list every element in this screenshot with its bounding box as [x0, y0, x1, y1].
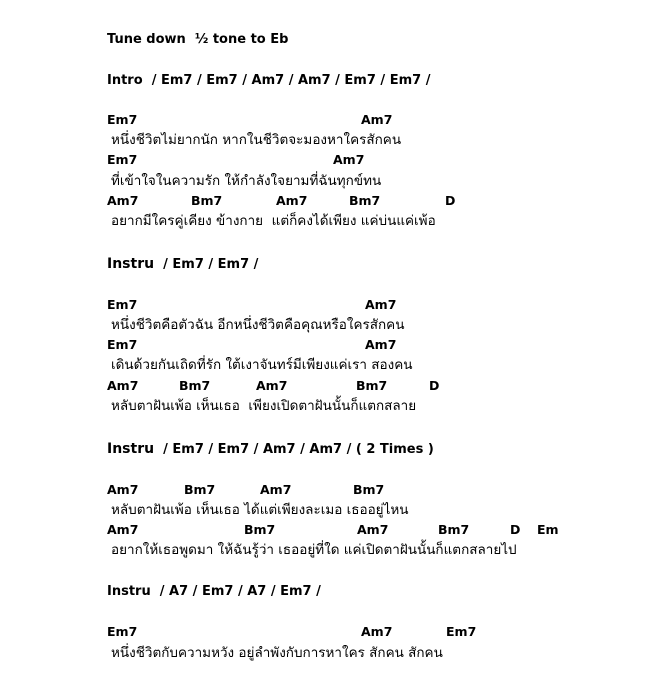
chord: Bm7: [438, 522, 470, 537]
chord: Bm7: [244, 522, 276, 537]
chord: D: [429, 378, 440, 393]
section-label: Instru: [107, 441, 155, 457]
instru-line: [107, 584, 321, 600]
chord: Bm7: [184, 482, 216, 497]
chord: D: [445, 193, 456, 208]
chord: Am7: [333, 152, 365, 167]
chord: Em7: [107, 337, 138, 352]
chord: Am7: [365, 337, 397, 352]
chord: Am7: [260, 482, 292, 497]
lyric-line: หนึ่งชีวิตไม่ยากนัก หากในชีวิตจะมองหาใครสักคน: [111, 132, 402, 148]
chord: Bm7: [356, 378, 388, 393]
chord: Em7: [107, 152, 138, 167]
lyric-line: หลับตาฝันเพ้อ เห็นเธอ เพียงเปิดตาฝันนั้นก็แตกสลาย: [111, 398, 417, 414]
chord-progression: / Em7 / Em7 /: [154, 257, 259, 272]
lyric-line: หลับตาฝันเพ้อ เห็นเธอ ได้แต่เพียงละเมอ เธออยู่ไหน: [111, 502, 409, 518]
chord: Am7: [107, 378, 139, 393]
lyric-line: ที่เข้าใจในความรัก ให้กำลังใจยามที่ฉันทุกข์ทน: [111, 173, 382, 189]
lyric-line: อยากมีใครคู่เคียง ข้างกาย แต่ก็คงได้เพียง แค่บ่นแค่เพ้อ: [111, 213, 436, 229]
lyric-line: อยากให้เธอพูดมา ให้ฉันรู้ว่า เธออยู่ที่ใด แค่เปิดตาฝันนั้นก็แตกสลายไป: [111, 542, 517, 558]
chord: Am7: [107, 193, 139, 208]
section-label: Instru: [107, 256, 155, 272]
chord: Am7: [256, 378, 288, 393]
tuning-note: Tune down ½ tone to Eb: [107, 32, 289, 47]
chord: Am7: [107, 522, 139, 537]
chord: Em7: [107, 297, 138, 312]
chord: Am7: [361, 624, 393, 639]
chord: Bm7: [349, 193, 381, 208]
chord-progression: / A7 / Em7 / A7 / Em7 /: [150, 584, 321, 599]
instru-line: [107, 256, 258, 273]
chord: Am7: [361, 112, 393, 127]
instru-line: [107, 441, 434, 458]
lyric-line: หนึ่งชีวิตคือตัวฉัน อีกหนึ่งชีวิตคือคุณหรือใครสักคน: [111, 317, 405, 333]
chord: D: [510, 522, 521, 537]
chord-progression: / Em7 / Em7 / Am7 / Am7 / ( 2 Times ): [154, 442, 434, 457]
chord: Em: [537, 522, 559, 537]
intro-line: [107, 73, 430, 89]
chord-progression: / Em7 / Em7 / Am7 / Am7 / Em7 / Em7 /: [142, 73, 431, 88]
section-label: Intro: [107, 73, 143, 88]
chord: Bm7: [179, 378, 211, 393]
lyric-line: เดินด้วยกันเถิดที่รัก ใต้เงาจันทร์มีเพียงแค่เรา สองคน: [111, 357, 413, 373]
section-label: Instru: [107, 584, 151, 599]
chord: Em7: [107, 624, 138, 639]
chord: Am7: [365, 297, 397, 312]
chord: Am7: [107, 482, 139, 497]
chord: Am7: [276, 193, 308, 208]
chord: Em7: [107, 112, 138, 127]
chord: Em7: [446, 624, 477, 639]
lyric-line: หนึ่งชีวิตกับความหวัง อยู่ลำพังกับการหาใคร สักคน สักคน: [111, 645, 443, 661]
chord: Bm7: [191, 193, 223, 208]
chord: Am7: [357, 522, 389, 537]
chord: Bm7: [353, 482, 385, 497]
